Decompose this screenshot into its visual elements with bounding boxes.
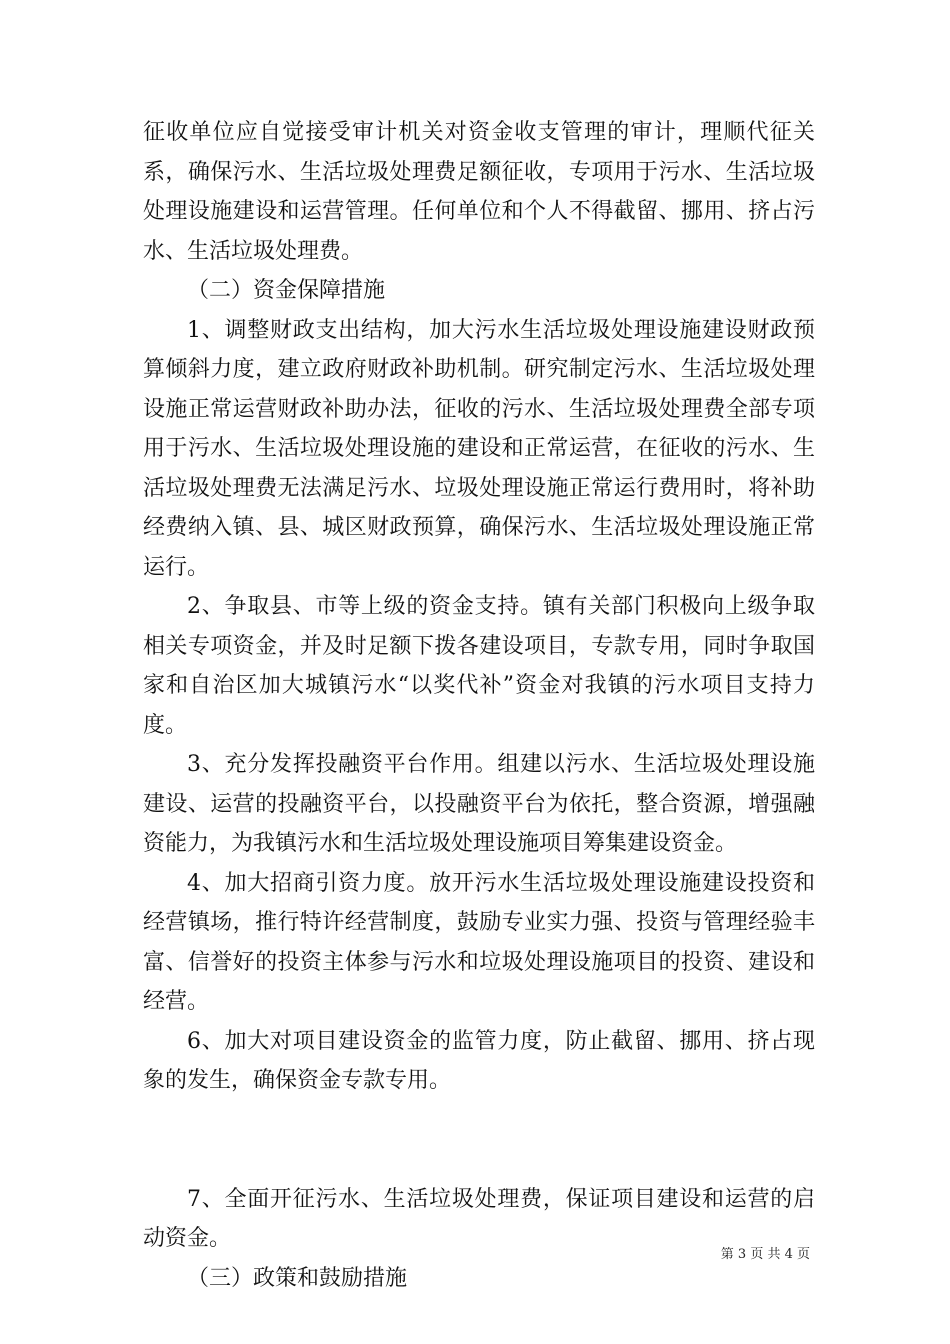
paragraph-item-4: 4、加大招商引资力度。放开污水生活垃圾处理设施建设投资和经营镇场，推行特许经营制度，鼓励专业实力强、投资与管理经验丰富、信誉好的投资主体参与污水和垃圾处理设施项目的投资、建设和经营。 — [143, 870, 815, 1014]
blank-gap — [143, 1101, 815, 1180]
paragraph-item-6: 6、加大对项目建设资金的监管力度，防止截留、挪用、挤占现象的发生，确保资金专款专用。 — [143, 1028, 815, 1093]
section-heading-policy: （三）政策和鼓励措施 — [187, 1265, 408, 1291]
paragraph-item-2: 2、争取县、市等上级的资金支持。镇有关部门积极向上级争取相关专项资金，并及时足额下拨各建设项目，专款专用，同时争取国家和自治区加大城镇污水“以奖代补”资金对我镇的污水项目支持力度。 — [143, 594, 815, 738]
section-heading-funding: （二）资金保障措施 — [187, 278, 386, 303]
document-body — [143, 113, 815, 1298]
paragraph-item-1: 1、调整财政支出结构，加大污水生活垃圾处理设施建设财政预算倾斜力度，建立政府财政补助机制。研究制定污水、生活垃圾处理设施正常运营财政补助办法，征收的污水、生活垃圾处理费全部专项用于污水、生活垃圾处理设施的建设和正常运营，在征收的污水、生活垃圾处理费无法满足污水、垃圾处理设施正常运行费用时，将补助经费纳入镇、县、城区财政预算，确保污水、生活垃圾处理设施正常运行。 — [143, 317, 815, 580]
paragraph-item-7: 7、全面开征污水、生活垃圾处理费，保证项目建设和运营的启动资金。 — [143, 1186, 815, 1251]
page-number-footer: 第 3 页 共 4 页 — [720, 1247, 810, 1262]
paragraph-item-3: 3、充分发挥投融资平台作用。组建以污水、生活垃圾处理设施建设、运营的投融资平台，以投融资平台为依托，整合资源，增强融资能力，为我镇污水和生活垃圾处理设施项目筹集建设资金。 — [143, 752, 815, 856]
paragraph-continuation: 征收单位应自觉接受审计机关对资金收支管理的审计，理顺代征关系，确保污水、生活垃圾处理费足额征收，专项用于污水、生活垃圾处理设施建设和运营管理。任何单位和个人不得截留、挪用、挤占污水、生活垃圾处理费。 — [143, 120, 815, 264]
